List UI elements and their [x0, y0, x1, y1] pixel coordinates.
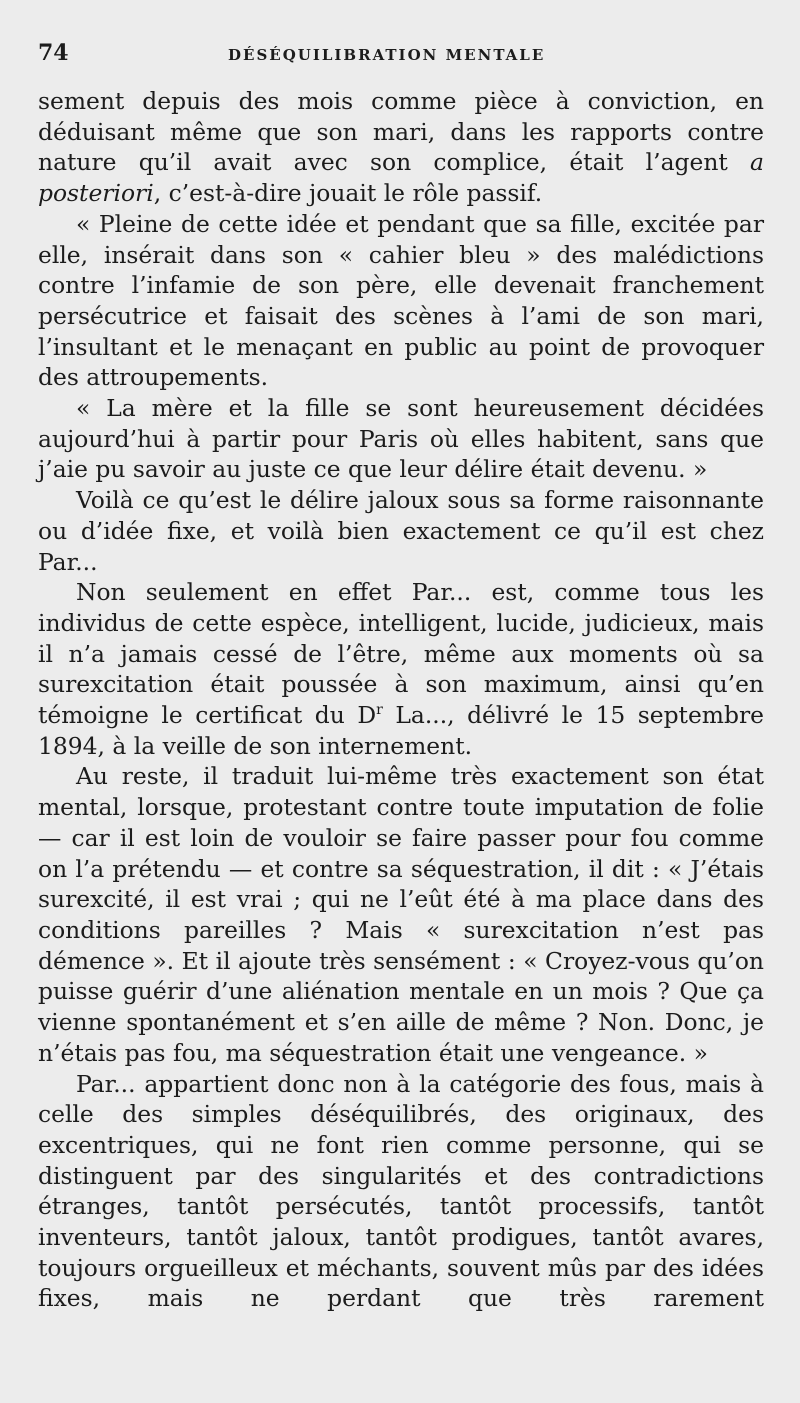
paragraph-6: Au reste, il traduit lui-même très exactement son état mental, lorsque, protestant contre toute imputation de folie — car il est loin de vouloir se faire passer pour fou comme on l’a prétendu — et contre sa séquestration, il dit : « J’étais surexcité, il est vrai ; qui ne l’eût été à ma place dans des conditions pareilles ? Mais « surexcitation n’est pas démence ». Et il ajoute très sensément : « Croyez-vous qu’on puisse guérir d’une aliénation mentale en un mois ? Que ça vienne spontanément et s’en aille de même ? Non. Donc, je n’étais pas fou, ma séquestration était une vengeance. »	[38, 762, 764, 1067]
paragraph-1: sement depuis des mois comme pièce à conviction, en déduisant même que son mari, dans les rapports contre nature qu’il avait avec son complice, était l’agent a posteriori, c’est-à-dire jouait le rôle passif.	[38, 87, 764, 208]
paragraph-3: « La mère et la fille se sont heureusement décidées aujourd’hui à partir pour Paris où elles habitent, sans que j’aie pu savoir au juste ce que leur délire était devenu. »	[38, 394, 764, 484]
page-body	[38, 86, 764, 1314]
paragraph-5: Non seulement en effet Par... est, comme tous les individus de cette espèce, intelligent, lucide, judicieux, mais il n’a jamais cessé de l’être, même aux moments où sa surexcitation était poussée à son maximum, ainsi qu’en témoigne le certificat du $D^r$ La..., délivré le 15 septembre 1894, à la veille de son internement.	[38, 578, 764, 760]
page-number: 74	[38, 40, 69, 66]
superscript: r	[376, 702, 383, 719]
italic-phrase: a posteriori	[38, 148, 764, 208]
paragraph-4: Voilà ce qu’est le délire jaloux sous sa forme raisonnante ou d’idée fixe, et voilà bien exactement ce qu’il est chez Par...	[38, 486, 764, 576]
running-head: DÉSÉQUILIBRATION MENTALE	[228, 46, 546, 64]
paragraph-2: « Pleine de cette idée et pendant que sa fille, excitée par elle, insérait dans son « cahier bleu » des malédictions contre l’infamie de son père, elle devenait franchement persécutrice et faisait des scènes à l’ami de son mari, l’insultant et le menaçant en public au point de provoquer des attroupements.	[38, 209, 764, 392]
page-header	[38, 40, 764, 78]
paragraph-7: Par... appartient donc non à la catégorie des fous, mais à celle des simples déséquilibrés, des originaux, des excentriques, qui ne font rien comme personne, qui se distinguent par des singularités et des contradictions étranges, tantôt persécutés, tantôt processifs, tantôt inventeurs, tantôt jaloux, tantôt prodigues, tantôt avares, toujours orgueilleux et méchants, souvent mûs par des idées fixes, mais ne perdant que très rarement	[38, 1069, 764, 1313]
